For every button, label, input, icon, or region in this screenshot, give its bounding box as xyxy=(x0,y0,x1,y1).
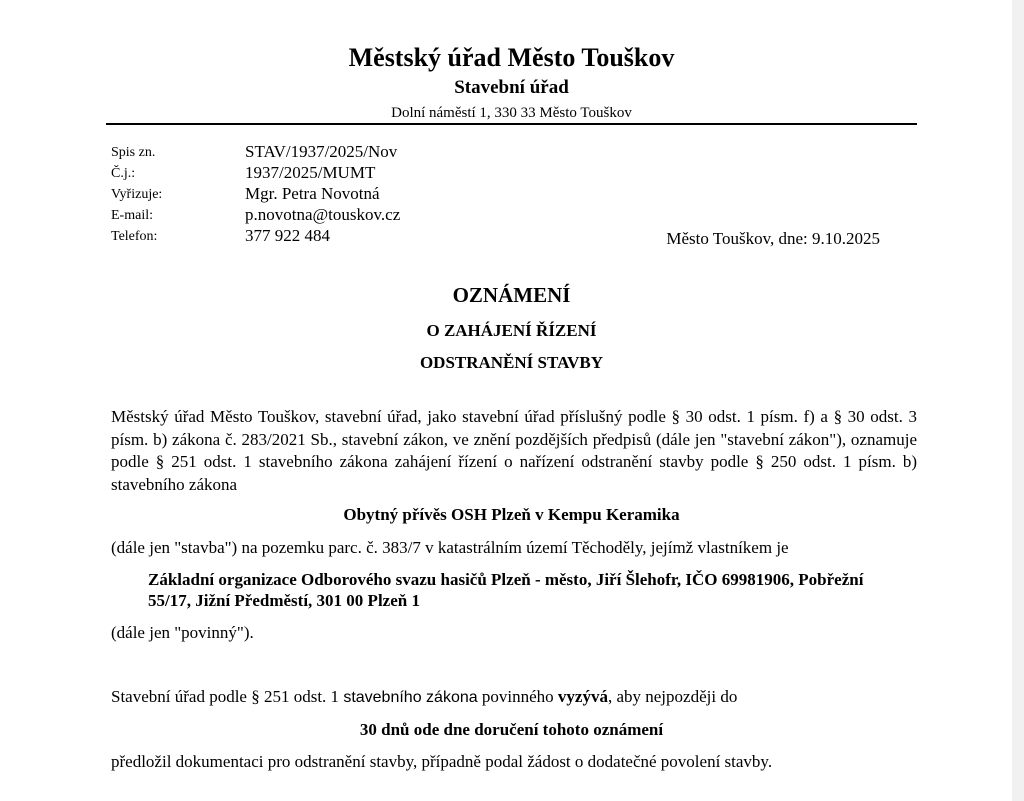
call-text-law: stavebního zákona xyxy=(343,689,478,706)
call-text: povinného xyxy=(477,687,558,706)
document-subtitle-2: ODSTRANĚNÍ STAVBY xyxy=(419,353,604,372)
meta-row-handler xyxy=(111,183,911,204)
scrollbar-track[interactable] xyxy=(1012,0,1024,801)
meta-value: Mgr. Petra Novotná xyxy=(245,184,380,203)
construction-name: Obytný přívěs OSH Plzeň v Kempu Keramika xyxy=(343,505,680,524)
meta-row-email xyxy=(111,204,911,225)
meta-row-reference-number xyxy=(111,162,911,183)
office-address: Dolní náměstí 1, 330 33 Město Touškov xyxy=(391,105,632,121)
department-name: Stavební úřad xyxy=(454,77,569,98)
meta-label: E-mail: xyxy=(111,208,153,223)
final-line: předložil dokumentaci pro odstranění stavby, případně podal žádost o dodatečné povolení stavby. xyxy=(111,752,773,771)
document-subtitle: O ZAHÁJENÍ ŘÍZENÍ xyxy=(426,321,597,340)
meta-label: Č.j.: xyxy=(111,166,136,181)
owner-details: Základní organizace Odborového svazu hasičů Plzeň - město, Jiří Šlehofr, IČO 69981906, Pobřežní 55/17, Jižní Předměstí, 301 00 Plzeň 1 xyxy=(148,570,864,610)
document-title: OZNÁMENÍ xyxy=(452,283,571,307)
place-and-date: Město Touškov, dne: 9.10.2025 xyxy=(666,229,880,248)
plot-line: (dále jen "stavba") na pozemku parc. č. 383/7 v katastrálním území Těchoděly, jejímž vlastníkem je xyxy=(111,538,789,557)
email-link[interactable]: p.novotna@touskov.cz xyxy=(245,205,401,224)
call-text: Stavební úřad podle § 251 odst. 1 xyxy=(111,687,344,706)
meta-row-file-number xyxy=(111,141,911,162)
meta-label: Spis zn. xyxy=(111,145,156,160)
meta-label: Vyřizuje: xyxy=(111,187,163,202)
obligated-party-line: (dále jen "povinný"). xyxy=(111,623,254,642)
deadline: 30 dnů ode dne doručení tohoto oznámení xyxy=(359,720,664,739)
meta-value: STAV/1937/2025/Nov xyxy=(245,142,398,161)
office-name: Městský úřad Město Touškov xyxy=(348,43,675,72)
header-divider xyxy=(106,123,917,125)
call-paragraph xyxy=(111,686,737,708)
meta-label: Telefon: xyxy=(111,229,158,244)
call-emphasis: vyzývá xyxy=(557,687,608,706)
meta-value: 1937/2025/MUMT xyxy=(245,163,376,182)
intro-paragraph: Městský úřad Město Touškov, stavební úřad, jako stavební úřad příslušný podle § 30 odst. 1 písm. f) a § 30 odst. 3 písm. b) zákona č. 283/2021 Sb., stavební zákon, ve znění pozdějších předpisů (dále jen "stavební zákon"), oznamuje podle § 251 odst. 1 stavebního zákona zahájení řízení o nařízení odstranění stavby podle § 250 odst. 1 písm. b) stavebního zákona xyxy=(111,407,917,494)
meta-value: 377 922 484 xyxy=(245,226,330,245)
call-text: , aby nejpozději do xyxy=(607,687,738,706)
